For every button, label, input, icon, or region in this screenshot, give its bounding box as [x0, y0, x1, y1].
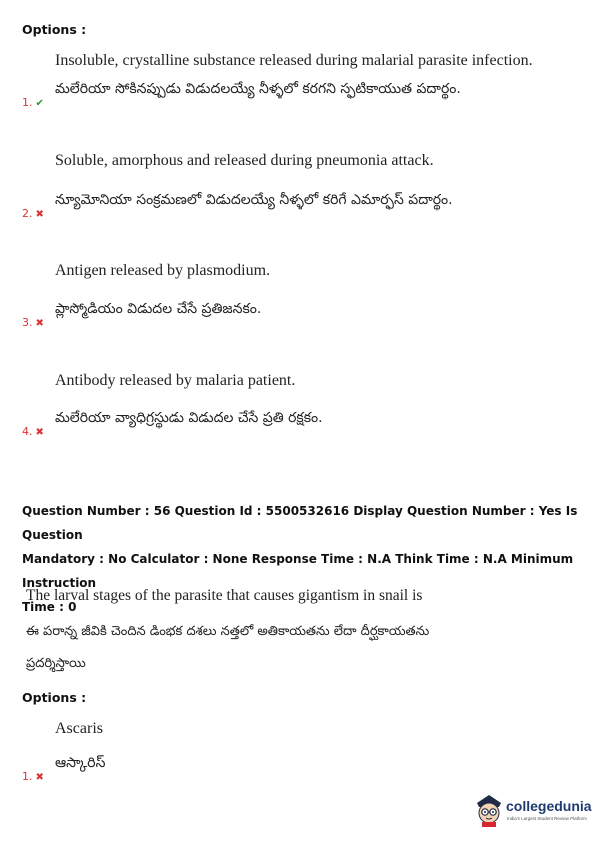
question-meta-line-3: Time : 0	[22, 600, 77, 614]
option-1-english: Ascaris	[55, 720, 103, 737]
option-2-telugu: న్యూమోనియా సంక్రమణలో విడుదలయ్యే నీళ్ళలో కరిగే ఎమార్ఫస్ పదార్థం.	[55, 192, 453, 208]
option-1-number	[22, 96, 44, 109]
question-telugu-line-1: ఈ పరాన్న జీవికి చెందిన డింభక దశలు నత్తలో అతికాయతను లేదా దీర్ఘకాయతను	[26, 624, 430, 639]
option-number-text: 1.	[22, 96, 33, 109]
option-4-number	[22, 425, 44, 438]
logo-tagline: India's Largest Student Review Platform	[507, 816, 587, 821]
option-1-english: Insoluble, crystalline substance released during malarial parasite infection.	[55, 52, 533, 69]
option-2-number	[22, 207, 44, 220]
check-icon: ✔	[35, 98, 44, 109]
question-meta-line-2: Mandatory : No Calculator : None Response Time : N.A Think Time : N.A Minimum Instruction	[22, 552, 574, 590]
logo-name: collegedunia	[506, 798, 592, 814]
option-4-telugu: మలేరియా వ్యాధిగ్రస్థుడు విడుదల చేసే ప్రతి రక్షకం.	[55, 410, 323, 426]
question-telugu-line-2: ప్రదర్శిస్తాయి	[26, 656, 86, 671]
options-label: Options :	[22, 690, 87, 705]
cross-icon: ✖	[35, 209, 44, 220]
option-1-telugu: మలేరియా సోకినప్పుడు విడుదలయ్యే నీళ్ళలో కరగని స్ఫటికాయుత పదార్థం.	[55, 81, 461, 97]
question-english: The larval stages of the parasite that causes gigantism in snail is	[26, 587, 423, 604]
cross-icon: ✖	[35, 318, 44, 329]
option-3-english: Antigen released by plasmodium.	[55, 262, 271, 279]
option-3-telugu: ప్లాస్మోడియం విడుదల చేసే ప్రతిజనకం.	[55, 301, 262, 317]
option-2-english: Soluble, amorphous and released during pneumonia attack.	[55, 152, 434, 169]
option-3-number	[22, 316, 44, 329]
mascot-icon	[473, 793, 505, 827]
option-4-english: Antibody released by malaria patient.	[55, 372, 296, 389]
option-1-telugu: ఆస్కారిస్	[55, 755, 106, 771]
cross-icon: ✖	[35, 427, 44, 438]
option-number-text: 3.	[22, 316, 33, 329]
question-meta-line-1: Question Number : 56 Question Id : 5500532616 Display Question Number : Yes Is Question	[22, 504, 578, 542]
option-1-number	[22, 770, 44, 783]
option-number-text: 1.	[22, 770, 33, 783]
option-number-text: 2.	[22, 207, 33, 220]
option-number-text: 4.	[22, 425, 33, 438]
cross-icon: ✖	[35, 772, 44, 783]
collegedunia-logo	[473, 793, 592, 829]
options-label: Options :	[22, 22, 87, 37]
